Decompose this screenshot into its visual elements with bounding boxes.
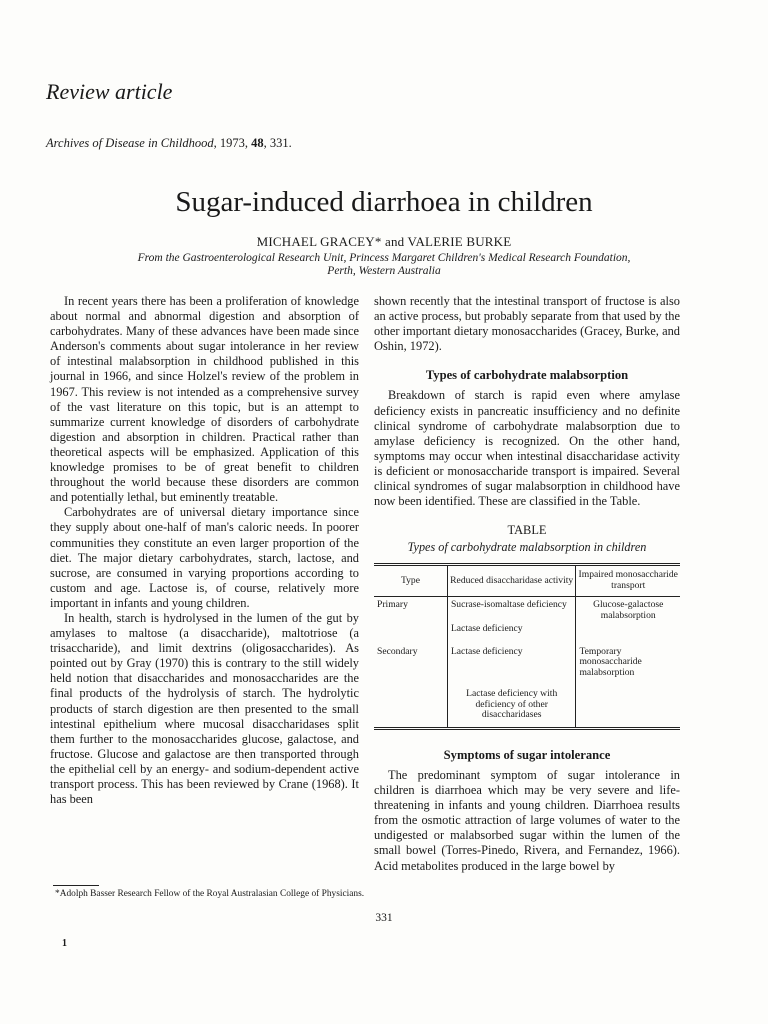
- citation-volume: 48: [251, 136, 264, 150]
- footnote-rule: [53, 885, 99, 886]
- table-header-cell: Impaired monosaccharide transport: [576, 565, 680, 597]
- margin-mark: 1: [62, 938, 67, 949]
- table-row: [374, 638, 680, 682]
- affiliation-line-2: Perth, Western Australia: [327, 265, 441, 277]
- page-number: 331: [375, 912, 393, 924]
- footnote: *Adolph Basser Research Fellow of the Royal Australasian College of Physicians.: [55, 889, 365, 899]
- table-cell: [374, 681, 447, 728]
- table-cell: [374, 624, 447, 638]
- table-row: [374, 624, 680, 638]
- table-cell: [576, 681, 680, 728]
- table-subcaption: Types of carbohydrate malabsorption in children: [407, 540, 647, 555]
- citation-page: , 331.: [263, 136, 292, 150]
- table-header-row: [374, 565, 680, 597]
- table-cell: Lactase deficiency: [447, 638, 576, 682]
- right-column: [374, 294, 680, 874]
- table-cell: Glucose-galactose malabsorption: [576, 597, 680, 625]
- article-authors: MICHAEL GRACEY* and VALERIE BURKE: [256, 234, 512, 249]
- table-cell: Lactase deficiency with deficiency of other disaccharidases: [447, 681, 576, 728]
- classification-table: [374, 563, 680, 730]
- body-paragraph: The predominant symptom of sugar intolerance in children is diarrhoea which may be very severe and life-threatening in infants and young children. Diarrhoea results from the osmotic attraction of large volumes of water to the undigested or malabsorbed sugar within the lumen of the small bowel (Torres-Pinedo, Rivera, and Fernandez, 1966). Acid metabolites produced in the large bowel by: [374, 768, 680, 873]
- table-cell: Secondary: [377, 645, 418, 657]
- table-caption: TABLE: [507, 523, 547, 538]
- table-cell: Lactase deficiency: [447, 624, 576, 638]
- citation-year: , 1973,: [213, 136, 252, 150]
- table-row: [374, 597, 680, 625]
- body-paragraph: Carbohydrates are of universal dietary importance since they supply about one-half of man's caloric needs. In poorer communities they constitute an even larger proportion of the diet. The major dietary carbohydrates, starch, lactose, and sucrose, are consumed in varying proportions according to custom and age. Lactose is, of course, relatively more important in infants and young children.: [50, 505, 359, 610]
- table-header-cell: Type: [374, 565, 447, 597]
- table-cell: Sucrase-isomaltase deficiency: [447, 597, 576, 625]
- affiliation-line-1: From the Gastroenterological Research Unit, Princess Margaret Children's Medical Research Foundation,: [137, 252, 631, 264]
- journal-citation: [46, 136, 292, 151]
- table-cell: Primary: [377, 599, 408, 611]
- section-heading: Symptoms of sugar intolerance: [443, 747, 611, 762]
- article-title: Sugar-induced diarrhoea in children: [175, 186, 593, 218]
- section-heading: Types of carbohydrate malabsorption: [425, 368, 629, 383]
- table-row: [374, 681, 680, 728]
- table-cell: [576, 624, 680, 638]
- body-paragraph: In health, starch is hydrolysed in the lumen of the gut by amylases to maltose (a disaccharide), maltotriose (a trisaccharide), and limit dextrins (oligosaccharides). As pointed out by Gray (1970) this is contrary to the still widely held notion that disaccharides and monosaccharides are the final products of the hydrolysis of starch. The hydrolytic products of starch digestion are then presented to the small intestinal epithelium where mucosal disaccharidases split them further to the monosaccharides glucose, galactose, and fructose. Glucose and galactose are then transported through the epithelial cell by an energy- and sodium-dependent active transport process. This has been reviewed by Crane (1968). It has been: [50, 610, 359, 807]
- table-header-cell: Reduced disaccharidase activity: [447, 565, 576, 597]
- table-cell: Temporary monosaccharide malabsorption: [576, 638, 680, 682]
- journal-name: Archives of Disease in Childhood: [46, 136, 214, 150]
- left-column: [50, 294, 359, 807]
- body-paragraph: Breakdown of starch is rapid even where amylase deficiency exists in pancreatic insufficiency and no definite clinical syndrome of carbohydrate malabsorption due to amylase deficiency is recognized. On the other hand, symptoms may occur when intestinal disaccharidase activity is deficient or monosaccharide transport is impaired. Several clinical syndromes of sugar malabsorption in childhood have now been identified. These are classified in the Table.: [374, 388, 680, 509]
- author-affiliation: [90, 252, 678, 278]
- body-paragraph: In recent years there has been a proliferation of knowledge about normal and abnormal digestion and absorption of carbohydrates. Many of these advances have been made since Anderson's comments about sugar intolerance in her review of intestinal malabsorption in childhood published in this journal in 1966, and since Holzel's review of the problem in 1967. This review is not intended as a comprehensive survey of the vast literature on this topic, but is an attempt to summarize current knowledge of disorders of carbohydrate digestion and absorption in children. Practical rather than theoretical aspects will be emphasized. Application of this knowledge promises to be of great benefit to children throughout the world because these disorders are common and potentially lethal, but eminently treatable.: [50, 294, 359, 505]
- section-label: Review article: [46, 79, 173, 104]
- body-paragraph: shown recently that the intestinal transport of fructose is also an active process, but probably separate from that used by the other important dietary monosaccharides (Gracey, Burke, and Oshin, 1972).: [374, 294, 680, 354]
